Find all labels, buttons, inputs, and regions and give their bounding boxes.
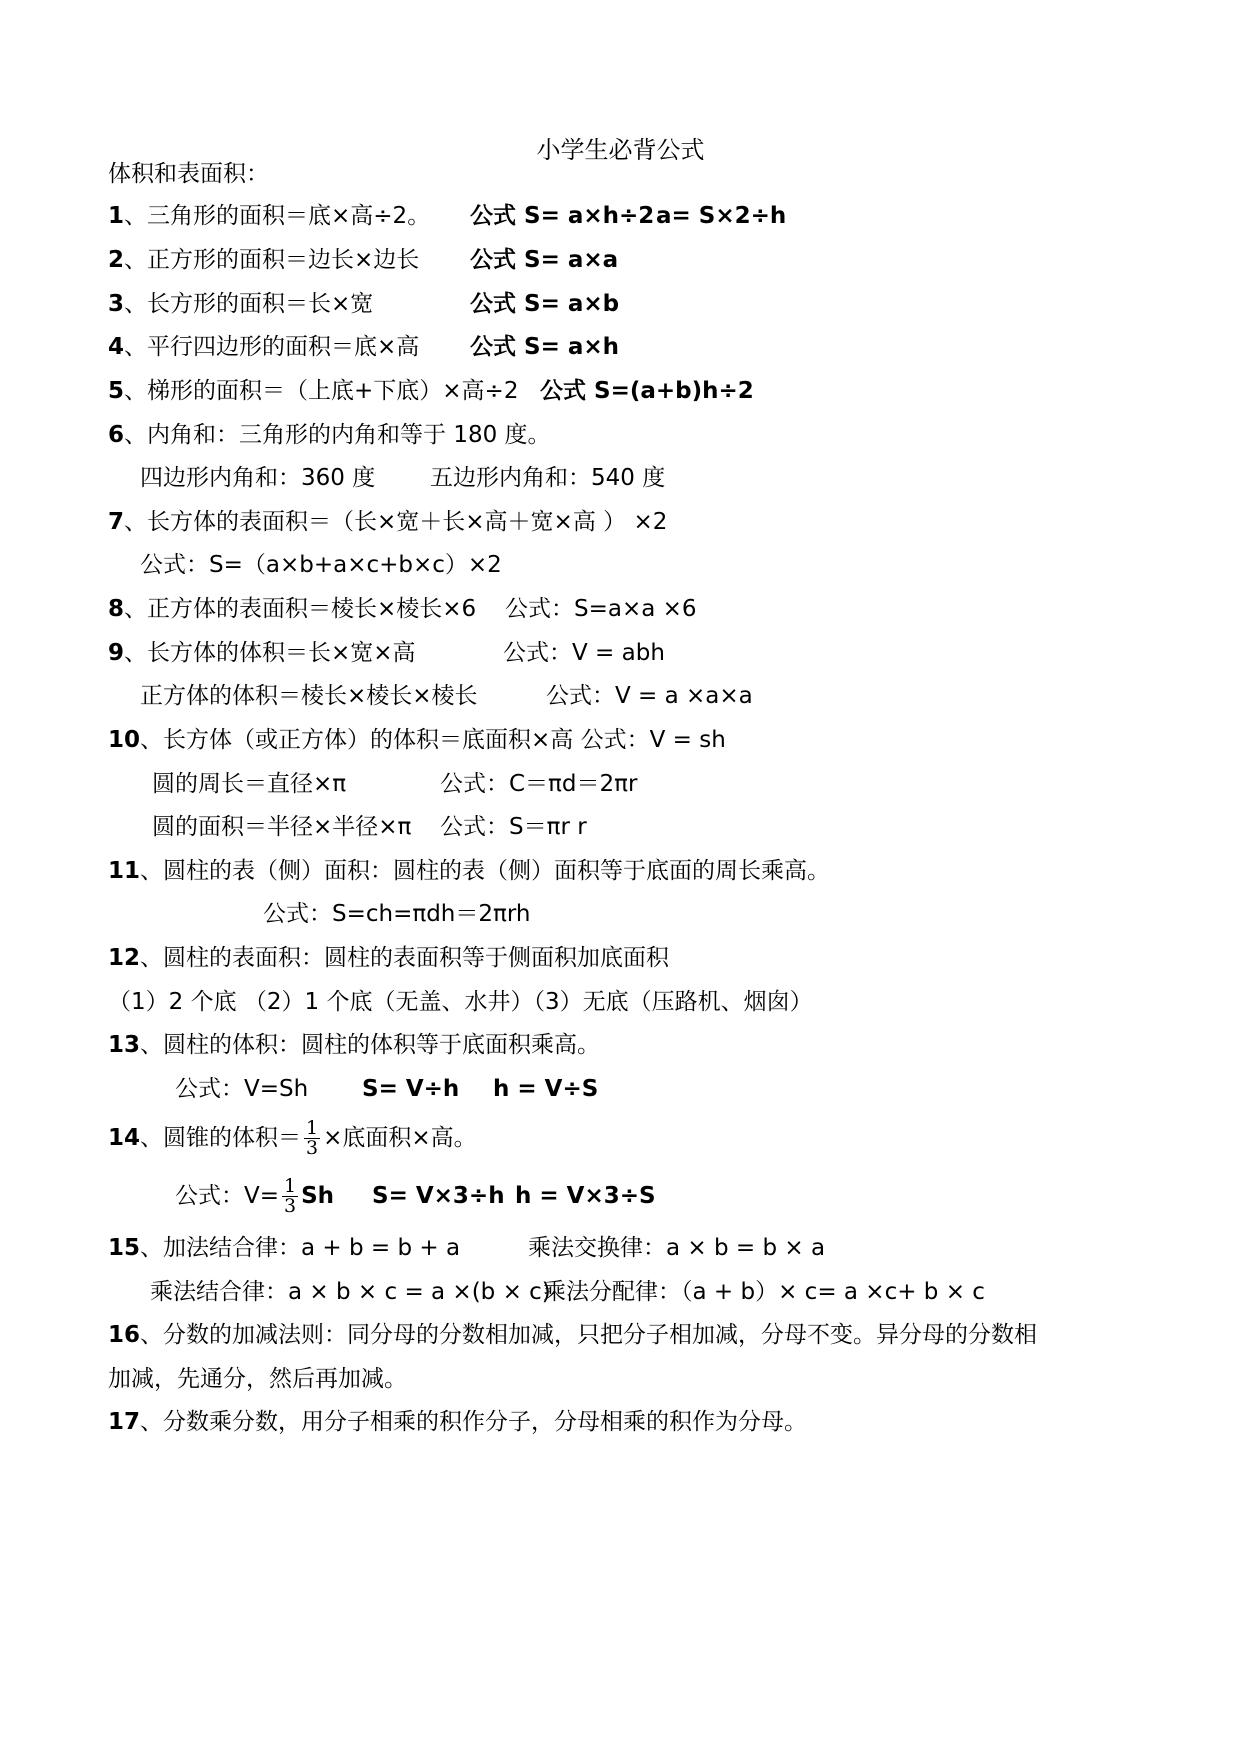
circle-area-formula: 公式：S＝πr r	[440, 814, 587, 840]
item-10	[108, 726, 726, 754]
item-text: 、分数乘分数，用分子相乘的积作分子，分母相乘的积作为分母。	[140, 1409, 808, 1435]
item-4	[108, 333, 419, 361]
item-5-formula: 公式 S=(a+b)h÷2	[540, 378, 754, 404]
item-text: 、正方体的表面积＝棱长×棱长×6	[124, 596, 477, 622]
item-number: 17	[108, 1409, 141, 1435]
item-7-formula: 公式：S=（a×b+a×c+b×c）×2	[140, 552, 502, 578]
item-4-formula: 公式 S= a×h	[470, 334, 620, 360]
item-3	[108, 290, 373, 318]
item-text: 、圆柱的体积：圆柱的体积等于底面积乘高。	[140, 1032, 601, 1058]
item-text: 、分数的加减法则：同分母的分数相加减，只把分子相加减，分母不变。异分母的分数相	[140, 1322, 1038, 1348]
item-9	[108, 639, 416, 667]
formula-suffix: Sh	[301, 1183, 335, 1209]
formula-prefix: 公式：V=	[175, 1183, 280, 1209]
item-text: 、正方形的面积＝边长×边长	[124, 247, 420, 273]
circle-circumference-formula: 公式：C＝πd＝2πr	[440, 771, 638, 797]
item-15-distributive: 乘法分配律：（a + b）× c= a ×c+ b × c	[543, 1279, 985, 1305]
item-number: 5	[108, 378, 125, 404]
item-number: 1	[108, 203, 125, 229]
item-number: 2	[108, 247, 125, 273]
item-number: 3	[108, 291, 125, 317]
item-15	[108, 1234, 460, 1262]
section-heading: 体积和表面积：	[108, 161, 269, 187]
item-13-formula-a: 公式：V=Sh	[175, 1076, 309, 1102]
item-number: 4	[108, 334, 125, 360]
item-text: 、长方体的表面积＝（长×宽＋长×高＋宽×高 ） ×2	[124, 509, 668, 535]
item-number: 6	[108, 422, 125, 448]
item-2-formula: 公式 S= a×a	[470, 247, 619, 273]
item-6	[108, 421, 551, 449]
item-17	[108, 1408, 807, 1436]
fraction-one-third	[282, 1177, 298, 1216]
item-text: 、梯形的面积＝（上底+下底）×高÷2	[124, 378, 519, 404]
item-8-formula: 公式：S=a×a ×6	[505, 596, 697, 622]
item-12	[108, 944, 669, 972]
item-11	[108, 857, 830, 885]
item-16-continuation: 加减，先通分，然后再加减。	[108, 1366, 407, 1392]
item-3-formula: 公式 S= a×b	[470, 291, 620, 317]
item-14-formula-b: S= V×3÷h	[372, 1183, 505, 1209]
fraction-one-third	[304, 1119, 320, 1158]
item-text: 、圆柱的表（侧）面积：圆柱的表（侧）面积等于底面的周长乘高。	[140, 858, 831, 884]
item-1-formula-2: a= S×2÷h	[656, 203, 787, 229]
item-text: 、圆锥的体积＝	[140, 1125, 302, 1151]
item-number: 7	[108, 509, 125, 535]
item-15-commutative-multiplication: 乘法交换律：a × b = b × a	[528, 1235, 826, 1261]
item-14-formula-c: h = V×3÷S	[515, 1183, 656, 1209]
item-7	[108, 508, 667, 536]
item-number: 8	[108, 596, 125, 622]
item-14	[108, 1112, 477, 1164]
item-text: 、长方体（或正方体）的体积＝底面积×高 公式：V = sh	[140, 727, 726, 753]
item-13	[108, 1031, 600, 1059]
item-text: 、三角形的面积＝底×高÷2。	[124, 203, 431, 229]
item-number: 11	[108, 858, 141, 884]
fraction-numerator: 1	[284, 1175, 297, 1197]
item-number: 10	[108, 727, 141, 753]
page-title: 小学生必背公式	[536, 136, 705, 164]
item-16	[108, 1321, 1037, 1349]
item-8	[108, 595, 476, 623]
item-14-formula-a	[175, 1170, 334, 1222]
item-5	[108, 377, 518, 405]
item-6-pentagon: 五边形内角和：540 度	[430, 465, 666, 491]
item-text: 、加法结合律：a + b = b + a	[140, 1235, 461, 1261]
fraction-denominator: 3	[284, 1195, 297, 1217]
item-text-tail: ×底面积×高。	[323, 1125, 477, 1151]
item-number: 15	[108, 1235, 141, 1261]
item-11-formula: 公式：S=ch=πdh＝2πrh	[263, 901, 531, 927]
item-6-quadrilateral: 四边形内角和：360 度	[140, 465, 376, 491]
item-number: 14	[108, 1125, 141, 1151]
item-text: 、长方体的体积＝长×宽×高	[124, 640, 416, 666]
item-number: 9	[108, 640, 125, 666]
item-text: 、平行四边形的面积＝底×高	[124, 334, 420, 360]
item-text: 、圆柱的表面积：圆柱的表面积等于侧面积加底面积	[140, 945, 670, 971]
item-number: 16	[108, 1322, 141, 1348]
item-9-cube-formula: 公式：V = a ×a×a	[546, 683, 753, 709]
circle-area: 圆的面积＝半径×半径×π	[152, 814, 412, 840]
item-15-associative-multiplication: 乘法结合律：a × b × c = a ×(b × c)	[150, 1279, 551, 1305]
item-9-formula: 公式：V = abh	[503, 640, 665, 666]
item-13-formula-c: h = V÷S	[493, 1076, 599, 1102]
item-1	[108, 202, 430, 230]
item-12-cases: （1）2 个底 （2）1 个底（无盖、水井）（3）无底（压路机、烟囱）	[108, 989, 813, 1015]
fraction-numerator: 1	[306, 1117, 319, 1139]
item-9-cube-volume: 正方体的体积＝棱长×棱长×棱长	[140, 683, 478, 709]
item-13-formula-b: S= V÷h	[362, 1076, 460, 1102]
fraction-denominator: 3	[306, 1137, 319, 1159]
item-number: 12	[108, 945, 141, 971]
item-text: 、内角和：三角形的内角和等于 180 度。	[124, 422, 551, 448]
item-number: 13	[108, 1032, 141, 1058]
item-text: 、长方形的面积＝长×宽	[124, 291, 374, 317]
item-2	[108, 246, 419, 274]
circle-circumference: 圆的周长＝直径×π	[152, 771, 347, 797]
item-1-formula: 公式 S= a×h÷2	[470, 203, 655, 229]
